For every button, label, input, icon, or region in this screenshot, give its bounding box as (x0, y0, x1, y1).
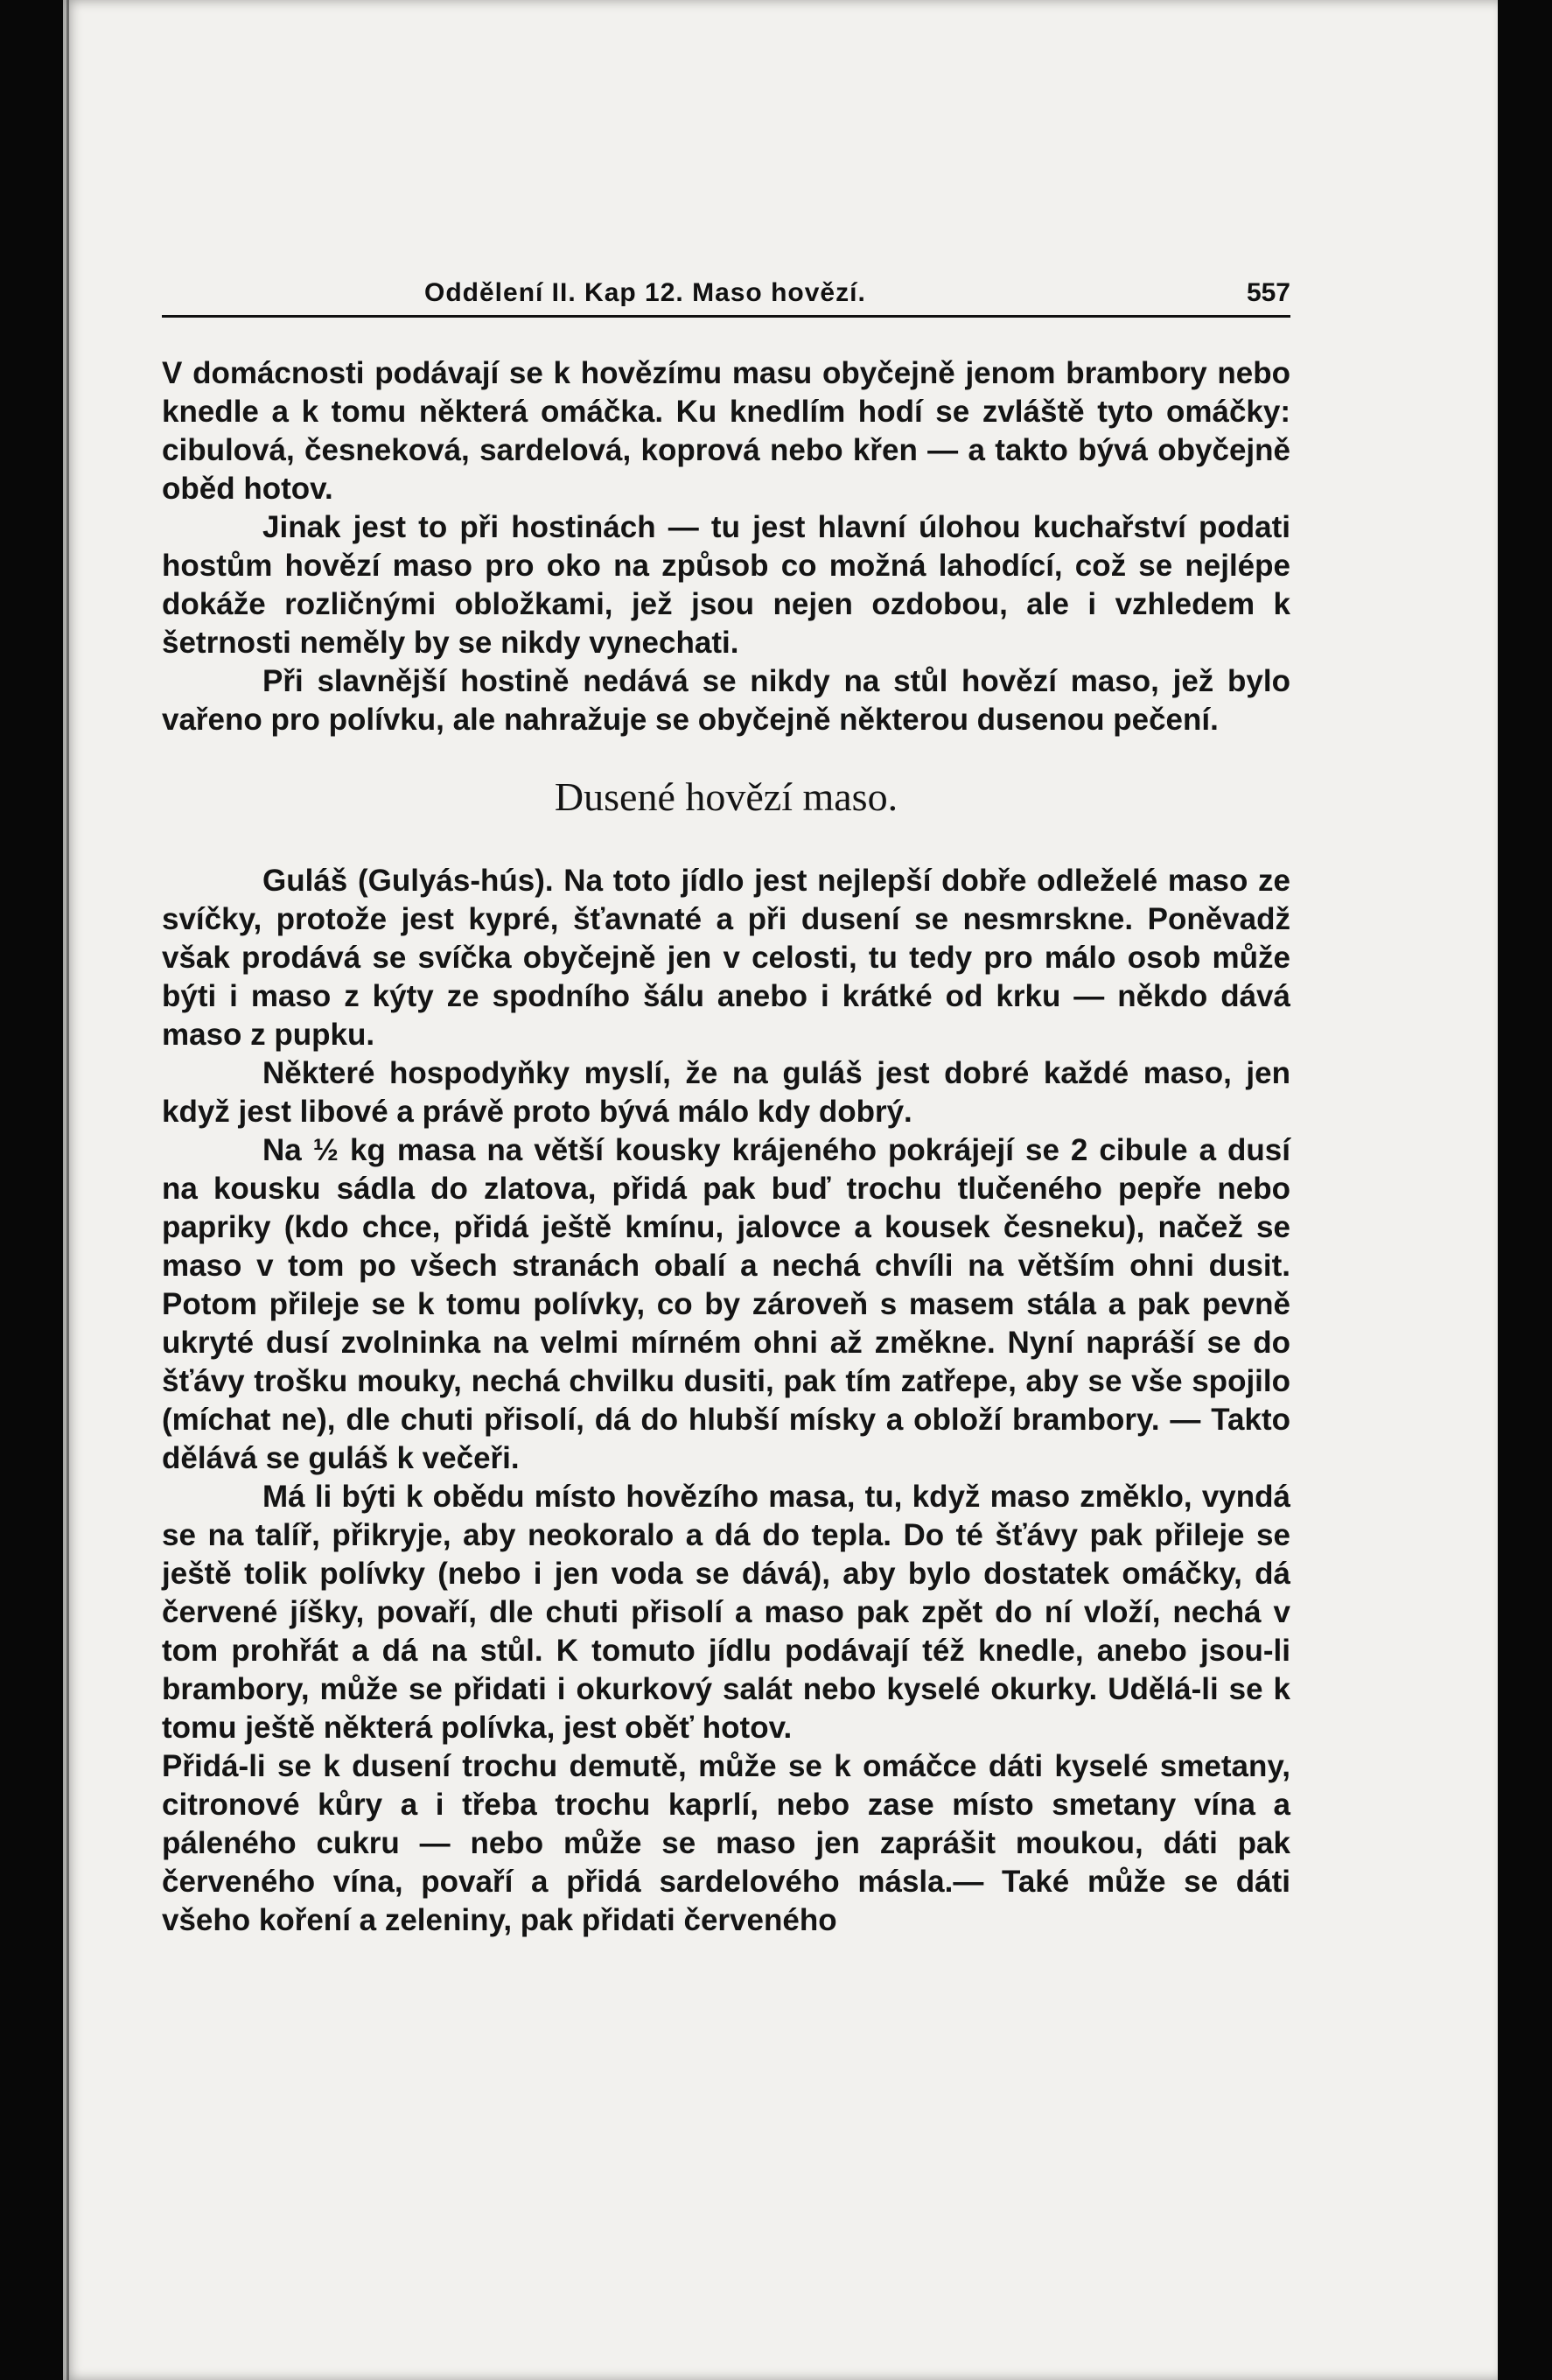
paragraph: Jinak jest to při hostinách — tu jest hlavní úlohou kuchařství podati hostům hovězí maso pro oko na způsob co možná lahodící, což se nejlépe dokáže rozličnými obložkami, jež jsou nejen ozdobou, ale i vzhledem k šetrnosti neměly by se nikdy vynechati. (162, 510, 1290, 660)
running-title: Oddělení II. Kap 12. Maso hovězí. (424, 278, 866, 307)
recipe-text: Na toto jídlo jest nejlepší dobře odleželé maso ze svíčky, protože jest kypré, šťavnaté a při dusení se nesmrskne. Poněvadž však prodává se svíčka obyčejně jen v celosti, tu tedy pro málo osob může býti i maso z kýty ze spodního šálu anebo i krátké od krku — někdo dává maso z pupku. (162, 864, 1291, 1052)
page-number: 557 (1246, 278, 1290, 307)
page-gutter (66, 0, 69, 2380)
paragraph: Má li býti k obědu místo hovězího masa, tu, když maso změklo, vyndá se na talíř, přikryje, aby neokoralo a dá do tepla. Do té šťávy pak přileje se ještě tolik polívky (nebo i jen voda se dává), aby bylo dostatek omáčky, dá červené jíšky, povaří, dle chuti přisolí a maso pak zpět do ní vloží, nechá v tom prohřát a dá na stůl. K tomuto jídlu podávají též knedle, anebo jsou-li brambory, může se přidati i okurkový salát nebo kyselé okurky. Udělá-li se k tomu ještě některá polívka, jest oběť hotov. (162, 1480, 1290, 1745)
paragraph: Na ½ kg masa na větší kousky krájeného pokrájejí se 2 cibule a dusí na kousku sádla do zlatova, přidá pak buď trochu tlučeného pepře nebo papriky (kdo chce, přidá ještě kmínu, jalovce a kousek česneku), načež se maso v tom po všech stranách obalí a nechá chvíli na větším ohni dusit. Potom přileje se k tomu polívky, co by zároveň s masem stála a pak pevně ukryté dusí zvolninka na velmi mírném ohni až změkne. Nyní napráší se do šťávy trošku mouky, nechá chvilku dusiti, pak tím zatřepe, aby se vše spojilo (míchat ne), dle chuti přisolí, dá do hlubší mísky a obloží brambory. — Takto dělává se guláš k večeři. (162, 1133, 1290, 1475)
page-header (162, 262, 1290, 318)
section-heading: Dusené hovězí maso. (554, 774, 898, 819)
recipe-paragraph (162, 862, 1290, 1054)
paragraph: Přidá-li se k dusení trochu demutě, může se k omáčce dáti kyselé smetany, citronové kůry a i třeba trochu kaprlí, nebo zase místo smetany vína a páleného cukru — nebo může se maso jen zaprášit moukou, dáti pak červeného vína, povaří a přidá sardelového másla.— Také může se dáti všeho koření a zeleniny, pak přidati červeného (162, 1749, 1290, 1937)
paragraph: Při slavnější hostině nedává se nikdy na stůl hovězí maso, jež bylo vařeno pro polívku, ale nahražuje se obyčejně některou dusenou pečení. (162, 664, 1290, 737)
page-body (162, 354, 1290, 1940)
paragraph: Některé hospodyňky myslí, že na guláš jest dobré každé maso, jen když jest libové a právě proto bývá málo kdy dobrý. (162, 1056, 1290, 1129)
paragraph: V domácnosti podávají se k hovězímu masu obyčejně jenom brambory nebo knedle a k tomu některá omáčka. Ku knedlím hodí se zvláště tyto omáčky: cibulová, česneková, sardelová, koprová nebo křen — a takto bývá obyčejně oběd hotov. (162, 356, 1290, 506)
recipe-title: Guláš (Gulyás-hús). (262, 864, 554, 898)
